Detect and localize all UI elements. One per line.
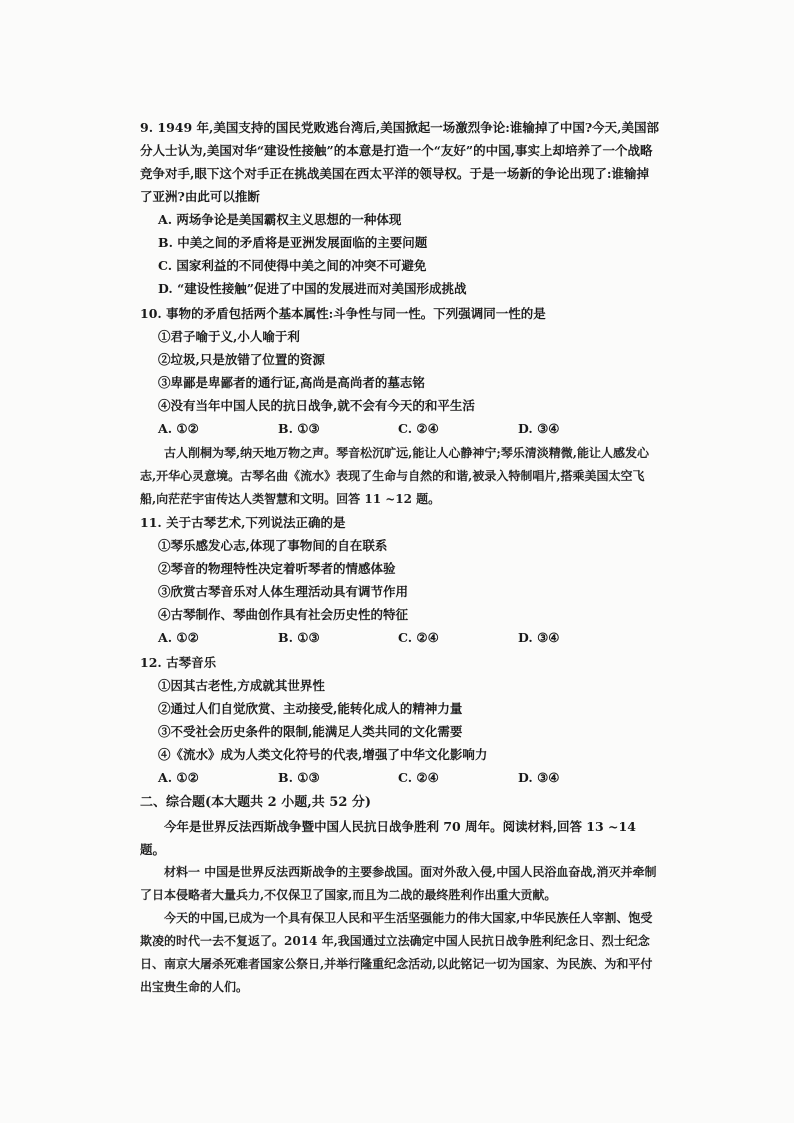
statement-1: ①琴乐感发心志,体现了事物间的自在联系 <box>158 538 388 553</box>
statement-3: ③卑鄙是卑鄙者的通行证,高尚是高尚者的墓志铭 <box>158 375 425 390</box>
statement-2: ②琴音的物理特性决定着听琴者的情感体验 <box>158 561 396 576</box>
statement-4: ④《流水》成为人类文化符号的代表,增强了中华文化影响力 <box>158 747 488 762</box>
material-one-continued: 今天的中国,已成为一个具有保卫人民和平生活坚强能力的伟大国家,中华民族任人宰割、饱受欺凌的时代一去不复返了。2014 年,我国通过立法确定中国人民抗日战争胜利纪念日、烈士纪念日、南京大屠杀死难者国家公祭日,并举行隆重纪念活动,以此铭记一切为国家、为民族、为和平付出宝贵生命的人们。 <box>140 911 653 994</box>
statement-4: ④古琴制作、琴曲创作具有社会历史性的特征 <box>158 607 409 622</box>
exam-content <box>140 116 660 999</box>
question-12 <box>140 651 660 789</box>
choice-a: A. ①② <box>158 630 199 645</box>
question-10 <box>140 302 660 440</box>
option-a: A. 两场争论是美国霸权主义思想的一种体现 <box>158 212 402 227</box>
statement-3: ③不受社会历史条件的限制,能满足人类共同的文化需要 <box>158 724 463 739</box>
section-heading: 二、综合题(本大题共 2 小题,共 52 分) <box>140 795 372 810</box>
option-b: B. 中美之间的矛盾将是亚洲发展面临的主要问题 <box>158 235 428 250</box>
statement-1: ①因其古老性,方成就其世界性 <box>158 678 325 693</box>
reading-passage: 古人削桐为琴,纳天地万物之声。琴音松沉旷远,能让人心静神宁;琴乐清淡精微,能让人感发心志,开华心灵意境。古琴名曲《流水》表现了生命与自然的和谐,被录入特制唱片,搭乘美国太空飞船,向茫茫宇宙传达人类智慧和文明。回答 11 ~12 题。 <box>140 446 649 506</box>
statement-2: ②垃圾,只是放错了位置的资源 <box>158 352 325 367</box>
statement-1: ①君子喻于义,小人喻于利 <box>158 329 300 344</box>
option-d: D. “建设性接触”促进了中国的发展进而对美国形成挑战 <box>158 281 467 296</box>
option-c: C. 国家利益的不同使得中美之间的冲突不可避免 <box>158 258 427 273</box>
choice-c: C. ②④ <box>398 421 439 436</box>
question-9 <box>140 116 660 300</box>
statement-3: ③欣赏古琴音乐对人体生理活动具有调节作用 <box>158 584 409 599</box>
statement-2: ②通过人们自觉欣赏、主动接受,能转化成人的精神力量 <box>158 701 463 716</box>
answer-choices <box>140 766 660 789</box>
choice-d: D. ③④ <box>518 770 560 785</box>
question-stem: 12. 古琴音乐 <box>140 655 217 670</box>
choice-d: D. ③④ <box>518 630 560 645</box>
choice-b: B. ①③ <box>278 421 320 436</box>
choice-a: A. ①② <box>158 770 199 785</box>
question-stem: 9. 1949 年,美国支持的国民党败逃台湾后,美国掀起一场激烈争论:谁输掉了中国?今天,美国部分人士认为,美国对华“建设性接触”的本意是打造一个“友好”的中国,事实上却培养了一个战略竞争对手,眼下这个对手正在挑战美国在西太平洋的领导权。于是一场新的争论出现了:谁输掉了亚洲?由此可以推断 <box>140 120 660 204</box>
choice-d: D. ③④ <box>518 421 560 436</box>
section-intro: 今年是世界反法西斯战争暨中国人民抗日战争胜利 70 周年。阅读材料,回答 13 ~14 题。 <box>140 819 636 857</box>
choice-b: B. ①③ <box>278 630 320 645</box>
choice-a: A. ①② <box>158 421 199 436</box>
question-stem: 10. 事物的矛盾包括两个基本属性:斗争性与同一性。下列强调同一性的是 <box>140 306 546 321</box>
answer-choices <box>140 626 660 649</box>
answer-choices <box>140 417 660 440</box>
choice-c: C. ②④ <box>398 630 439 645</box>
question-11 <box>140 511 660 649</box>
statement-4: ④没有当年中国人民的抗日战争,就不会有今天的和平生活 <box>158 398 475 413</box>
material-one: 材料一 中国是世界反法西斯战争的主要参战国。面对外敌入侵,中国人民浴血奋战,消灭并牵制了日本侵略者大量兵力,不仅保卫了国家,而且为二战的最终胜利作出重大贡献。 <box>140 865 657 902</box>
choice-b: B. ①③ <box>278 770 320 785</box>
choice-c: C. ②④ <box>398 770 439 785</box>
question-stem: 11. 关于古琴艺术,下列说法正确的是 <box>140 515 346 530</box>
